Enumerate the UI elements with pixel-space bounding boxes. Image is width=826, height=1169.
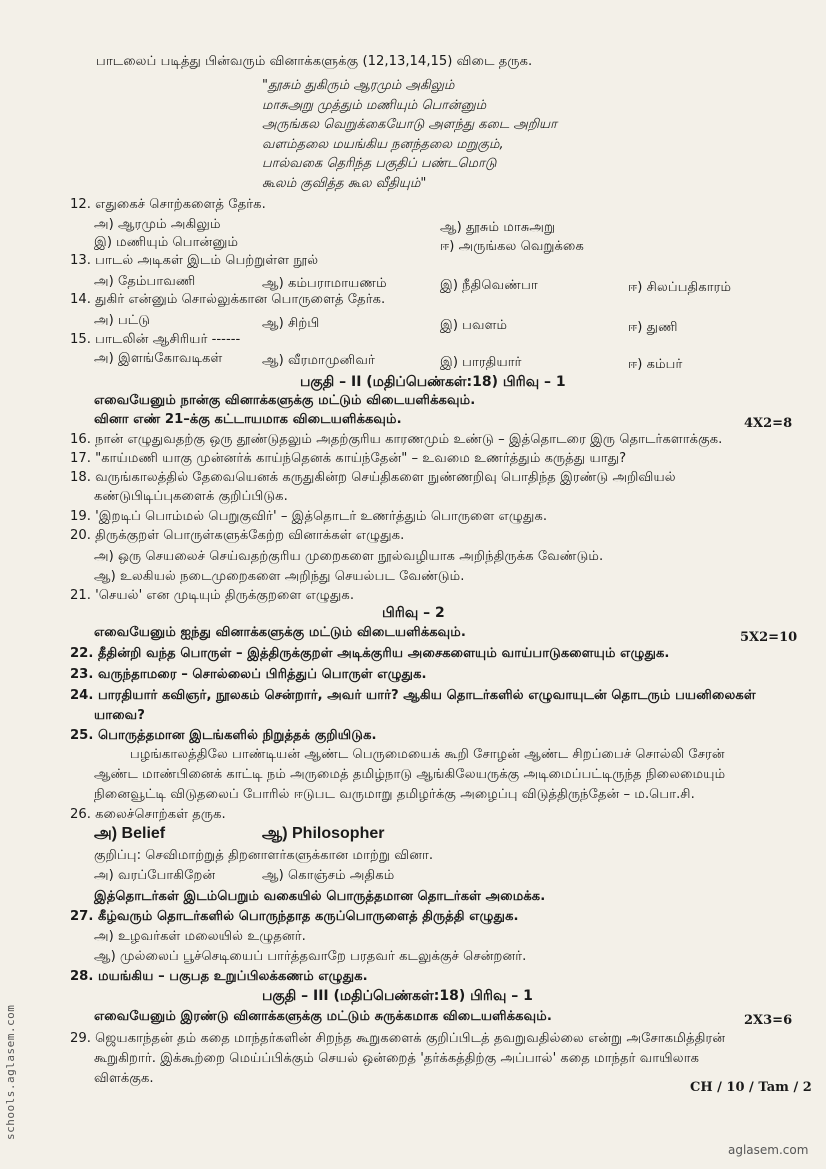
question-21: 21. 'செயல்' என முடியும் திருக்குறளை எழுதுக. (70, 588, 355, 603)
part-2-instruction-2: வினா எண் 21–க்கு கட்டாயமாக விடையளிக்கவும். (94, 412, 402, 427)
question-26-alt-instruction: இத்தொடர்கள் இடம்பெறும் வகையில் பொருத்தமான தொடர்கள் அமைக்க. (94, 889, 546, 904)
part-2-heading: பகுதி – II (மதிப்பெண்கள்:18) பிரிவு – 1 (300, 374, 566, 390)
q12-option-a: அ) ஆரமும் அகிலும் (94, 217, 221, 232)
question-20-a: அ) ஒரு செயலைச் செய்வதற்குரிய முறைகளை நூல்வழியாக அறிந்திருக்க வேண்டும். (94, 549, 604, 564)
q13-option-a: அ) தேம்பாவணி (94, 274, 196, 289)
question-26: 26. கலைச்சொற்கள் தருக. (70, 807, 226, 822)
question-26-note: குறிப்பு: செவிமாற்றுத் திறனாளர்களுக்கான மாற்று வினா. (94, 848, 434, 863)
question-26-b: ஆ) Philosopher (262, 825, 385, 842)
poem-line: மாசுஅறு முத்தும் மணியும் பொன்னும் (262, 97, 487, 113)
question-24-line-1: 24. பாரதியார் கவிஞர், நூலகம் சென்றார், அவர் யார்? ஆகிய தொடர்களில் எழுவாயுடன் தொடரும் பயனிலைகள் (70, 688, 756, 703)
question-16: 16. நான் எழுதுவதற்கு ஒரு தூண்டுதலும் அதற்குரிய காரணமும் உண்டு – இத்தொடரை இரு தொடர்களாக்குக. (70, 432, 723, 447)
question-25-passage-3: நினைவூட்டி விடுதலைப் போரில் ஈடுபட வருமாறு தமிழர்க்கு அழைப்பு விடுத்திருந்தேன் – ம.பொ.சி. (94, 787, 695, 802)
poem-line: வளம்தலை மயங்கிய நனந்தலை மறுகும், (262, 136, 504, 152)
question-25: 25. பொருத்தமான இடங்களில் நிறுத்தக் குறியிடுக. (70, 728, 377, 743)
part-2-marks: 4X2=8 (744, 416, 793, 431)
question-19: 19. 'இறடிப் பொம்மல் பெறுகுவிர்' – இத்தொடர் உணர்த்தும் பொருளை எழுதுக. (70, 509, 548, 524)
question-14: 14. துகிர் என்னும் சொல்லுக்கான பொருளைத் தேர்க. (70, 292, 386, 307)
q14-option-c: இ) பவளம் (440, 318, 508, 333)
poem-line: "தூசும் துகிரும் ஆரமும் அகிலும் (262, 78, 455, 93)
q15-option-a: அ) இளங்கோவடிகள் (94, 351, 223, 366)
question-18-line-2: கண்டுபிடிப்புகளைக் குறிப்பிடுக. (94, 489, 288, 504)
question-23: 23. வருந்தாமரை – சொல்லைப் பிரித்துப் பொருள் எழுதுக. (70, 667, 427, 682)
question-12: 12. எதுகைச் சொற்களைத் தேர்க. (70, 197, 266, 212)
question-29-line-3: விளக்குக. (94, 1071, 154, 1086)
question-29-line-2: கூறுகிறார். இக்கூற்றை மெய்ப்பிக்கும் செயல் ஒன்றைத் 'தர்க்கத்திற்கு அப்பால்' கதை மாந்தர் வாயிலாக (94, 1051, 700, 1066)
question-27: 27. கீழ்வரும் தொடர்களில் பொருந்தாத கருப்பொருளைத் திருத்தி எழுதுக. (70, 909, 519, 924)
q13-option-d: ஈ) சிலப்பதிகாரம் (628, 280, 732, 295)
question-29-line-1: 29. ஜெயகாந்தன் தம் கதை மாந்தர்களின் சிறந்த கூறுகளைக் குறிப்பிடத் தவறுவதில்லை என்று அசோகமித்திரன் (70, 1031, 726, 1046)
question-22: 22. தீதின்றி வந்த பொருள் – இத்திருக்குறள் அடிக்குரிய அசைகளையும் வாய்பாடுகளையும் எழுதுக. (70, 646, 670, 661)
question-26-alt-a: அ) வரப்போகிறேன் (94, 868, 216, 883)
question-24-line-2: யாவை? (94, 708, 145, 723)
part-3-instruction: எவையேனும் இரண்டு வினாக்களுக்கு மட்டும் சுருக்கமாக விடையளிக்கவும். (94, 1009, 552, 1024)
question-13: 13. பாடல் அடிகள் இடம் பெற்றுள்ள நூல் (70, 253, 319, 268)
poem-line: கூலம் குவித்த கூல வீதியும்" (262, 175, 427, 191)
division-2-instruction: எவையேனும் ஐந்து வினாக்களுக்கு மட்டும் விடையளிக்கவும். (94, 625, 466, 640)
division-2-heading: பிரிவு – 2 (382, 605, 445, 621)
q15-option-b: ஆ) வீரமாமுனிவர் (262, 353, 375, 368)
q14-option-b: ஆ) சிற்பி (262, 316, 320, 331)
side-watermark-url: schools.aglasem.com (4, 1004, 17, 1140)
q12-option-b: ஆ) தூசும் மாசுஅறு (440, 220, 556, 235)
question-26-alt-b: ஆ) கொஞ்சம் அதிகம் (262, 868, 395, 883)
question-18-line-1: 18. வருங்காலத்தில் தேவையெனக் கருதுகின்ற செய்திகளை நுண்ணறிவு பொதிந்த இரண்டு அறிவியல் (70, 470, 676, 485)
question-28: 28. மயங்கிய – பகுபத உறுப்பிலக்கணம் எழுதுக. (70, 969, 368, 984)
question-25-passage-1: பழங்காலத்திலே பாண்டியன் ஆண்ட பெருமையைக் கூறி சோழன் ஆண்ட சிறப்பைச் சொல்லி சேரன் (130, 747, 725, 762)
poem-line: பால்வகை தெரிந்த பகுதிப் பண்டமொடு (262, 156, 497, 172)
poem-block (262, 76, 557, 194)
q14-option-a: அ) பட்டு (94, 313, 151, 328)
question-26-a: அ) Belief (94, 825, 166, 842)
q15-option-d: ஈ) கம்பர் (628, 357, 683, 372)
q13-option-c: இ) நீதிவெண்பா (440, 278, 538, 293)
part-3-marks: 2X3=6 (744, 1013, 793, 1028)
question-17: 17. "காய்மணி யாகு முன்னர்க் காய்ந்தெனக் காய்ந்தேன்" – உவமை உணர்த்தும் கருத்து யாது? (70, 451, 627, 466)
page-code: CH / 10 / Tam / 2 (690, 1080, 812, 1095)
footer-url: aglasem.com (728, 1143, 809, 1157)
q12-option-c: இ) மணியும் பொன்னும் (94, 235, 239, 250)
question-20: 20. திருக்குறள் பொருள்களுக்கேற்ற வினாக்கள் எழுதுக. (70, 528, 405, 543)
question-25-passage-2: ஆண்ட மாண்பினைக் காட்டி நம் அருமைத் தமிழ்நாடு ஆங்கிலேயருக்கு அடிமைப்பட்டிருந்த நிலைமையும் (94, 767, 726, 782)
question-27-b: ஆ) முல்லைப் பூச்செடியைப் பார்த்தவாறே பரதவர் கடலுக்குச் சென்றனர். (94, 949, 527, 964)
part-3-heading: பகுதி – III (மதிப்பெண்கள்:18) பிரிவு – 1 (262, 988, 533, 1004)
division-2-marks: 5X2=10 (740, 630, 798, 645)
q12-option-d: ஈ) அருங்கல வெறுக்கை (440, 239, 584, 254)
q13-option-b: ஆ) கம்பராமாயணம் (262, 276, 387, 291)
q14-option-d: ஈ) துணி (628, 320, 678, 335)
question-27-a: அ) உழவர்கள் மலையில் உழுதனர். (94, 929, 306, 944)
question-20-b: ஆ) உலகியல் நடைமுறைகளை அறிந்து செயல்பட வேண்டும். (94, 569, 465, 584)
question-15: 15. பாடலின் ஆசிரியர் ------ (70, 332, 241, 347)
poem-instruction: பாடலைப் படித்து பின்வரும் வினாக்களுக்கு (12,13,14,15) விடை தருக. (96, 54, 533, 69)
part-2-instruction-1: எவையேனும் நான்கு வினாக்களுக்கு மட்டும் விடையளிக்கவும். (94, 393, 476, 408)
q15-option-c: இ) பாரதியார் (440, 355, 522, 370)
poem-line: அருங்கல வெறுக்கையோடு அளந்து கடை அறியா (262, 117, 557, 133)
